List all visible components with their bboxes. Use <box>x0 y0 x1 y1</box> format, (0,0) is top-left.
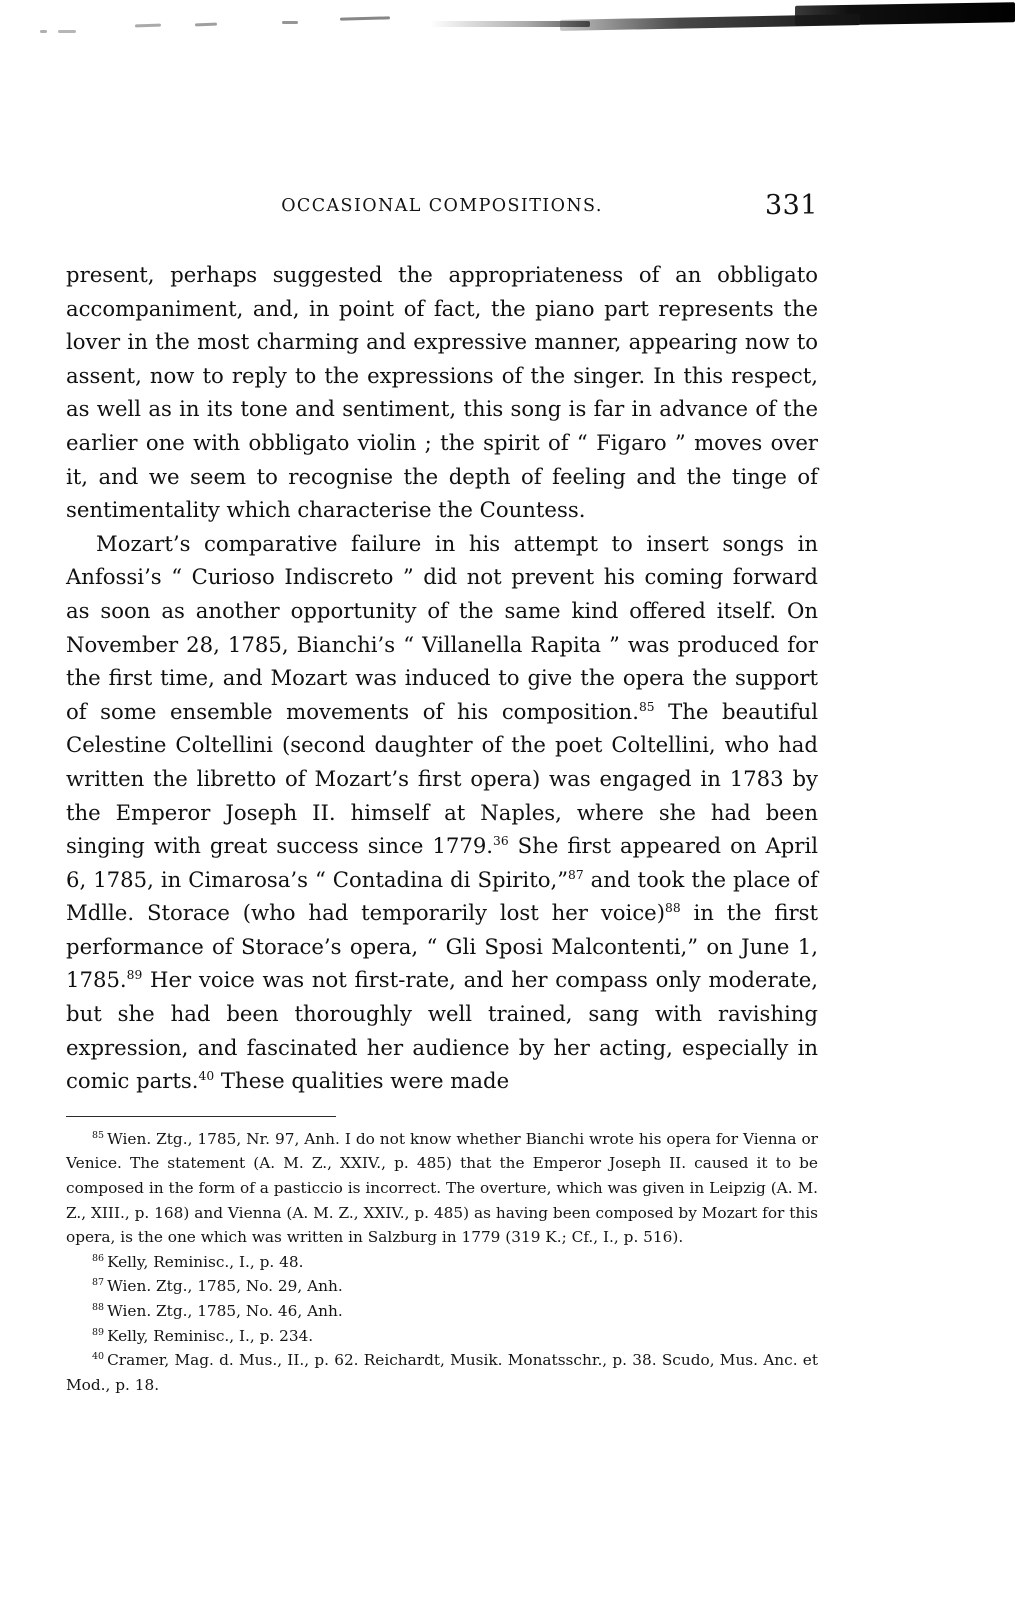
paragraph-1: present, perhaps suggested the appropriateness of an obbligato accompaniment, and, in point of fact, the piano part represents the lover in the most charming and expressive manner, appearing now to assent, now to reply to the expressions of the singer. In this respect, as well as in its tone and sentiment, this song is far in advance of the earlier one with obbligato violin ; the spirit of “ Figaro ” moves over it, and we seem to recognise the depth of feeling and the tinge of sentimentality which characterise the Countess. <box>66 262 818 523</box>
page-content <box>66 190 818 1397</box>
paragraph-2-segment: The beautiful Celestine Coltellini (second daughter of the poet Coltellini, who had written the libretto of Mozart’s first opera) was engaged in 1783 by the Emperor Joseph II. himself at Naples, where she had been singing with great success since 1779. <box>66 698 818 859</box>
footnote-ref-88: 88 <box>665 901 681 916</box>
footnote-mark: 89 <box>92 1326 105 1338</box>
footnote-item <box>66 1250 818 1275</box>
body-text <box>66 258 818 1098</box>
footnote-mark: 87 <box>92 1277 105 1289</box>
paragraph-2-segment: These qualities were made <box>214 1068 510 1094</box>
page-header <box>66 190 818 232</box>
footnote-ref-89: 89 <box>126 968 143 983</box>
footnote-separator-rule <box>66 1116 336 1117</box>
footnote-mark: 40 <box>92 1351 105 1363</box>
footnote-text: Cramer, Mag. d. Mus., II., p. 62. Reichardt, Musik. Monatsschr., p. 38. Scudo, Mus. Anc. et Mod., p. 18. <box>66 1351 818 1394</box>
footnote-item <box>66 1274 818 1299</box>
footnote-ref-85: 85 <box>638 699 655 714</box>
paragraph-2-segment: Her voice was not first-rate, and her compass only moderate, but she had been thoroughly well trained, sang with ravishing expression, and fascinated her audience by her acting, especially in comic parts. <box>66 967 818 1094</box>
footnote-mark: 88 <box>92 1301 105 1313</box>
footnote-item <box>66 1324 818 1349</box>
footnote-ref-87: 87 <box>568 867 584 882</box>
footnote-text: Wien. Ztg., 1785, No. 29, Anh. <box>107 1277 343 1296</box>
footnote-text: Kelly, Reminisc., I., p. 48. <box>107 1252 304 1271</box>
footnote-mark: 85 <box>92 1129 105 1141</box>
footnote-ref-86: 36 <box>493 834 509 849</box>
footnote-ref-40: 40 <box>198 1069 215 1084</box>
paragraph-2 <box>66 527 818 1098</box>
footnote-mark: 86 <box>92 1252 105 1264</box>
page-number: 331 <box>764 190 818 221</box>
running-head: OCCASIONAL COMPOSITIONS. <box>281 196 603 216</box>
footnote-text: Wien. Ztg., 1785, Nr. 97, Anh. I do not know whether Bianchi wrote his opera for Vienna or Venice. The statement (A. M. Z., XXIV., p. 485) that the Emperor Joseph II. caused it to be composed in the form of a pasticcio is incorrect. The overture, which was given in Leipzig (A. M. Z., XIII., p. 168) and Vienna (A. M. Z., XXIV., p. 485) as having been composed by Mozart for this opera, is the one which was written in Salzburg in 1779 (319 K.; Cf., I., p. 516). <box>66 1129 818 1247</box>
paragraph-2-segment: Mozart’s comparative failure in his attempt to insert songs in Anfossi’s “ Curioso Indiscreto ” did not prevent his coming forward as soon as another opportunity of the same kind offered itself. On November 28, 1785, Bianchi’s “ Villanella Rapita ” was produced for the first time, and Mozart was induced to give the opera the support of some ensemble movements of his composition. <box>66 530 818 724</box>
footnotes <box>66 1127 818 1398</box>
paragraph-2-segment: and took the place of Mdlle. Storace (who had temporarily lost her voice) <box>66 866 818 926</box>
footnote-text: Wien. Ztg., 1785, No. 46, Anh. <box>107 1302 343 1320</box>
footnote-item <box>66 1348 818 1397</box>
paragraph-2-segment: in the first performance of Storace’s opera, “ Gli Sposi Malcontenti,” on June 1, 1785. <box>66 900 818 993</box>
footnote-text: Kelly, Reminisc., I., p. 234. <box>107 1326 314 1345</box>
footnote-item <box>66 1127 818 1250</box>
paragraph-2-segment: She first appeared on April 6, 1785, in Cimarosa’s “ Contadina di Spirito,” <box>66 833 818 892</box>
footnote-item <box>66 1299 818 1324</box>
